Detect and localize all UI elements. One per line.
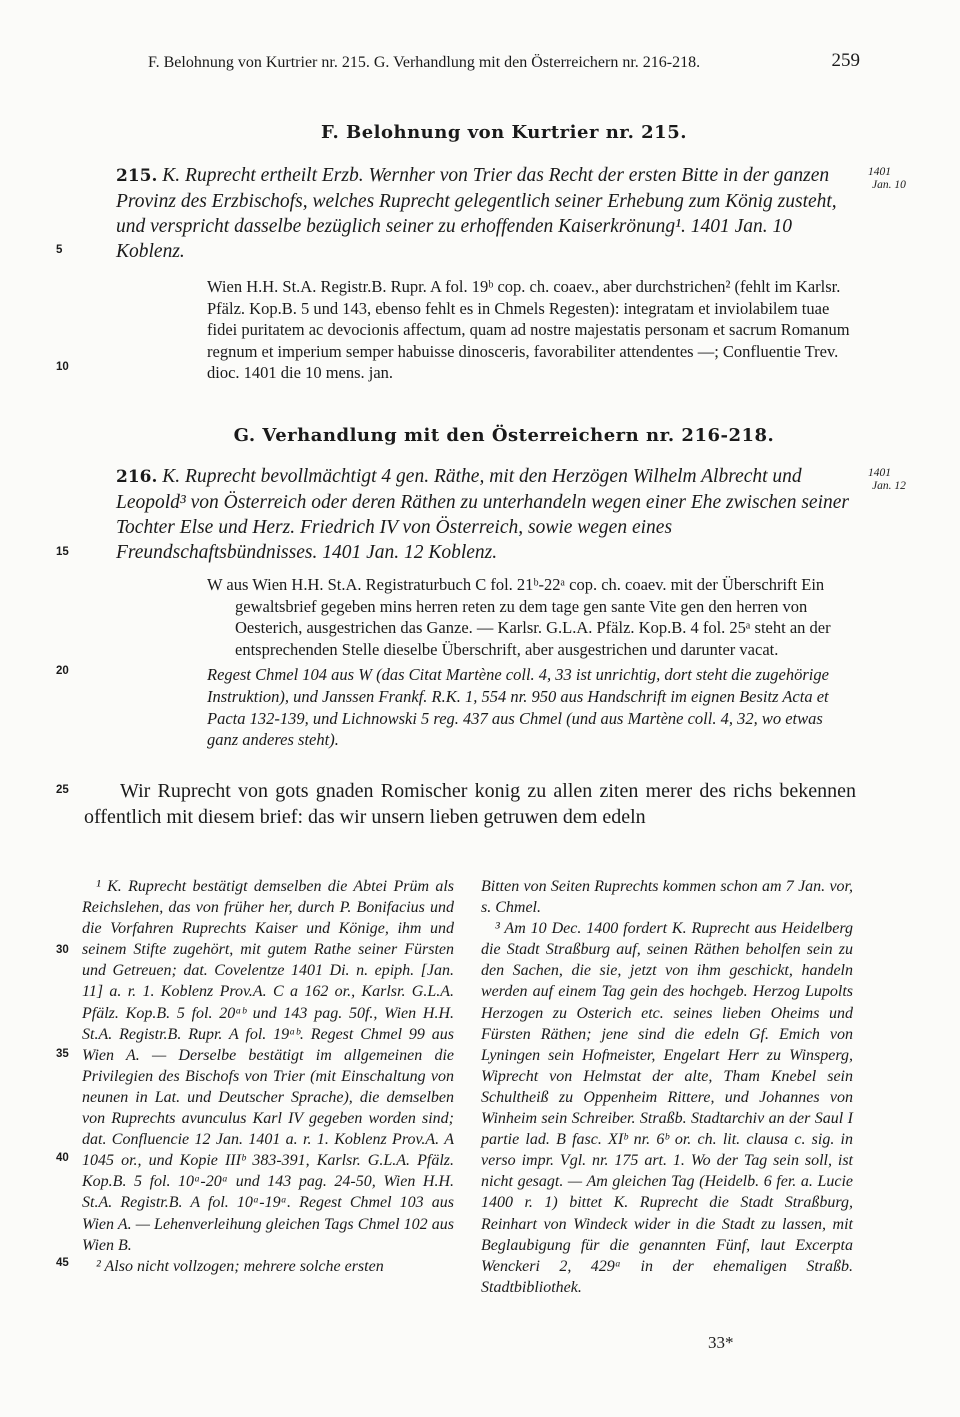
doc-216-text-block <box>84 778 856 830</box>
footnote-1: ¹ K. Ruprecht bestätigt demselben die Abtei Prüm als Reichslehen, das von früher her, durch P. Bonifacius und die Vorfahren Ruprechts Kaiser und Könige, ihm und seinem Stifte zugehört, mit gutem Rathe seiner Fürsten und Getreuen; dat. Covelentze 1401 Di. n. epiph. [Jan. 11] a. r. 1. Koblenz Prov.A. C a 162 or., Karlsr. G.L.A. Pfälz. Kop.B. 5 fol. 20ᵃᵇ und 143 pag. 50f., Wien H.H. St.A. Registr.B. Rupr. A fol. 19ᵃᵇ. Regest Chmel 99 aus Wien A. — Derselbe bestätigt im allgemeinen die Privilegien des Bischofs von Trier (mit Einschaltung von neunen in Lat. und Deutscher Sprache), die demselben von Ruprechts avunculus Karl IV gegeben worden sind; dat. Confluencie 12 Jan. 1401 a. r. 1. Koblenz Prov.A. A 1045 or., und Kopie IIIᵇ 383-391, Karlsr. G.L.A. Pfälz. Kop.B. 5 fol. 10ᵃ-20ᵃ und 143 pag. 24-50, Wien H.H. St.A. Registr.B. A fol. 10ᵃ-19ᵃ. Regest Chmel 103 aus Wien A. — Lehenverleihung gleichen Tags Chmel 102 aus Wien B. <box>82 878 454 1254</box>
doc-215-note-block <box>207 276 857 384</box>
line-number: 35 <box>56 1048 69 1060</box>
doc-216-heading-text: K. Ruprecht bevollmächtigt 4 gen. Räthe, mit den Herzögen Wilhelm Albrecht und Leopold³ von Österreich oder deren Räthen zu unterhandeln wegen einer Ehe zwischen seiner Tochter Else und Herz. Friedrich IV von Österreich, sowie wegen eines Freundschaftsbündnisses. 1401 Jan. 12 Koblenz. <box>116 466 849 563</box>
section-f-title: F. Belohnung von Kurtrier nr. 215. <box>321 122 687 143</box>
line-number: 10 <box>56 361 69 373</box>
doc-215-note: Wien H.H. St.A. Registr.B. Rupr. A fol. 19ᵇ cop. ch. coaev., aber durchstrichen² (fehlt im Karlsr. Pfälz. Kop.B. 5 und 143, ebenso fehlt es in Chmels Regesten): integratam et inviolabilem tuae fidei puritatem ac devocionis affectum, quam ad nostre majestatis personam et sacrum Romanum regnum et imperium semper habuisse dinosceris, favorabiliter attendentes —; Confluentie Trev. dioc. 1401 die 10 mens. jan. <box>207 277 850 383</box>
footnote-3: ³ Am 10 Dec. 1400 fordert K. Ruprecht aus Heidelberg die Stadt Straßburg auf, seinen Räthen beholfen sein zu den Sachen, die sie, jetzt von ihm geschickt, handeln werden auf einem Tag gein des hochgeb. Herzog Lupolts Herzogen zu Osterich etc. seines lieben Oheims und Fürsten Räthen; jene sind die edeln Gf. Emich von Lyningen sein Hofmeister, Engelart Herr zu Winsperg, Wiprecht von Helmstat der alte, Tham Knebel sein Schultheiß zu Oppenheim Rittere, und Johannes von Winheim sein Schreiber. Straßb. Stadtarchiv an der Saul I partie lad. B fasc. XIᵇ nr. 6ᵇ or. ch. lit. clausa c. sig. in verso impr. Vgl. nr. 175 art. 1. Wo der Tag sein soll, ist nicht gesagt. — Am gleichen Tag (Heidelb. 6 fer. a. Lucie 1400 r. 1) bittet K. Ruprecht die Stadt Straßburg, Reinhart von Windeck wider in die Stadt zu lassen, mit Beglaubigung für die genannten Fünf, laut Excerpta Wenckeri 2, 429ᵃ in der ehemaligen Straßb. Stadtbibliothek. <box>481 920 853 1296</box>
signature-mark: 33* <box>708 1333 734 1352</box>
doc-215-heading-text: K. Ruprecht ertheilt Erzb. Wernher von Trier das Recht der ersten Bitte in der ganzen Provinz des Erzbischofs, welches Ruprecht gelegentlich seiner Erhebung zum König zusteht, und verspricht dasselbe bezüglich seiner zu erhoffenden Kaiserkrönung¹. 1401 Jan. 10 Koblenz. <box>116 165 837 262</box>
doc-216-heading-block <box>116 464 858 565</box>
doc-215-margin-date <box>868 166 928 192</box>
line-number: 40 <box>56 1152 69 1164</box>
doc-215-heading <box>116 163 858 264</box>
doc-216-note-block <box>207 574 857 751</box>
line-number: 25 <box>56 784 69 796</box>
line-number: 20 <box>56 665 69 677</box>
line-number: 15 <box>56 546 69 558</box>
footnotes-left-column <box>82 876 454 1277</box>
margin-year: 1401 <box>868 166 891 178</box>
section-g-title: G. Verhandlung mit den Österreichern nr. 216-218. <box>233 425 775 446</box>
footnotes-right-column <box>481 876 853 1298</box>
doc-216-heading <box>116 464 858 565</box>
line-number: 30 <box>56 944 69 956</box>
line-number: 5 <box>56 244 63 256</box>
running-header <box>148 50 860 76</box>
header-text: F. Belohnung von Kurtrier nr. 215. G. Verhandlung mit den Österreichern nr. 216-218. <box>148 54 701 71</box>
doc-216-source-note: W aus Wien H.H. St.A. Registraturbuch C fol. 21ᵇ-22ᵃ cop. ch. coaev. mit der Überschrift Ein gewaltsbrief gegeben mins herren reten zu dem tage gen sante Vite gen den herren von Oesterich, ausgestrichen das Ganze. — Karlsr. G.L.A. Pfälz. Kop.B. 4 fol. 25ᵃ steht an der entsprechenden Stelle dieselbe Überschrift, aber ausgestrichen und darunter vacat. <box>207 575 831 659</box>
line-number: 45 <box>56 1257 69 1269</box>
footnote-2-continued: Bitten von Seiten Ruprechts kommen schon am 7 Jan. vor, s. Chmel. <box>481 878 853 917</box>
doc-216-margin-date <box>868 467 928 493</box>
page-number: 259 <box>831 50 860 71</box>
doc-216-number: 216. <box>116 467 158 487</box>
doc-215-heading-block <box>116 163 858 264</box>
doc-216-regest-note: Regest Chmel 104 aus W (das Citat Martène coll. 4, 33 ist unrichtig, dort steht die zugehörige Instruktion), und Janssen Frankf. R.K. 1, 554 nr. 950 aus Handschrift im eignen Besitz Acta et Pacta 132-139, und Lichnowski 5 reg. 437 aus Chmel (und aus Martène coll. 4, 32, wo etwas ganz anderes steht). <box>207 665 829 750</box>
margin-day: Jan. 12 <box>872 480 906 492</box>
doc-215-number: 215. <box>116 166 158 186</box>
margin-day: Jan. 10 <box>872 179 906 191</box>
margin-year: 1401 <box>868 467 891 479</box>
footnote-2: ² Also nicht vollzogen; mehrere solche ersten <box>96 1257 384 1275</box>
doc-216-text: Wir Ruprecht von gots gnaden Romischer konig zu allen ziten merer des richs bekennen offentlich mit diesem brief: das wir unsern lieben getruwen dem edeln <box>84 780 856 828</box>
